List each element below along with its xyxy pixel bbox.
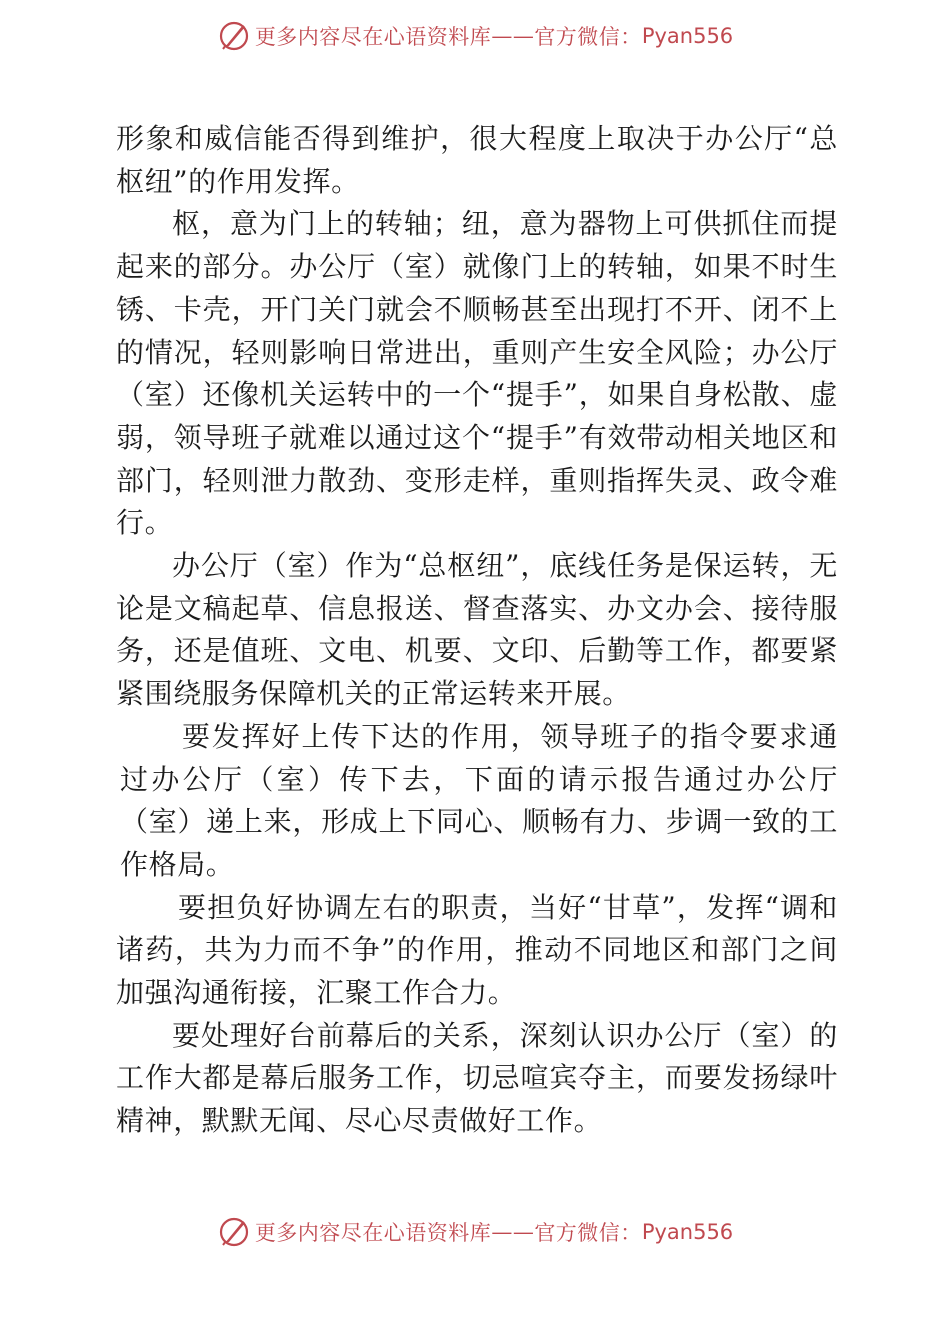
banner-slogan: 更多内容尽在心语资料库 xyxy=(254,1221,492,1245)
banner-slogan: 更多内容尽在心语资料库 xyxy=(254,25,492,49)
paragraph-3: 办公厅（室）作为“总枢纽”，底线任务是保运转，无论是文稿起草、信息报送、督查落实、办文办会、接待服务，还是值班、文电、机要、文印、后勤等工作，都要紧紧围绕服务保障机关的正常运转来开展。 xyxy=(116,549,838,711)
banner-separator: —— xyxy=(491,1220,535,1244)
banner-separator: —— xyxy=(491,24,535,48)
banner-wechat-label: 官方微信： xyxy=(534,1221,642,1245)
quill-pen-logo-icon xyxy=(217,1215,251,1249)
paragraph-1: 形象和威信能否得到维护，很大程度上取决于办公厅“总枢纽”的作用发挥。 xyxy=(116,122,838,198)
paragraph-4: 要发挥好上传下达的作用，领导班子的指令要求通过办公厅（室）传下去，下面的请示报告通过办公厅（室）递上来，形成上下同心、顺畅有力、步调一致的工作格局。 xyxy=(120,719,838,881)
document-body xyxy=(116,118,838,1143)
quill-pen-logo-icon xyxy=(217,19,251,53)
paragraph-5: 要担负好协调左右的职责，当好“甘草”，发挥“调和诸药，共为力而不争”的作用，推动不同地区和部门之间加强沟通衔接，汇聚工作合力。 xyxy=(116,890,838,1010)
banner-wechat-label: 官方微信： xyxy=(534,25,642,49)
paragraph-2: 枢，意为门上的转轴；纽，意为器物上可供抓住而提起来的部分。办公厅（室）就像门上的转轴，如果不时生锈、卡壳，开门关门就会不顺畅甚至出现打不开、闭不上的情况，轻则影响日常进出，重则产生安全风险；办公厅（室）还像机关运转中的一个“提手”，如果自身松散、虚弱，领导班子就难以通过这个“提手”有效带动相关地区和部门，轻则泄力散劲、变形走样，重则指挥失灵、政令难行。 xyxy=(116,207,838,540)
banner-wechat-handle: Pyan556 xyxy=(641,24,734,48)
footer-banner xyxy=(0,1212,950,1252)
banner-wechat-handle: Pyan556 xyxy=(641,1220,734,1244)
paragraph-6: 要处理好台前幕后的关系，深刻认识办公厅（室）的工作大都是幕后服务工作，切忌喧宾夺主，而要发扬绿叶精神，默默无闻、尽心尽责做好工作。 xyxy=(116,1018,838,1138)
header-banner xyxy=(0,16,950,56)
